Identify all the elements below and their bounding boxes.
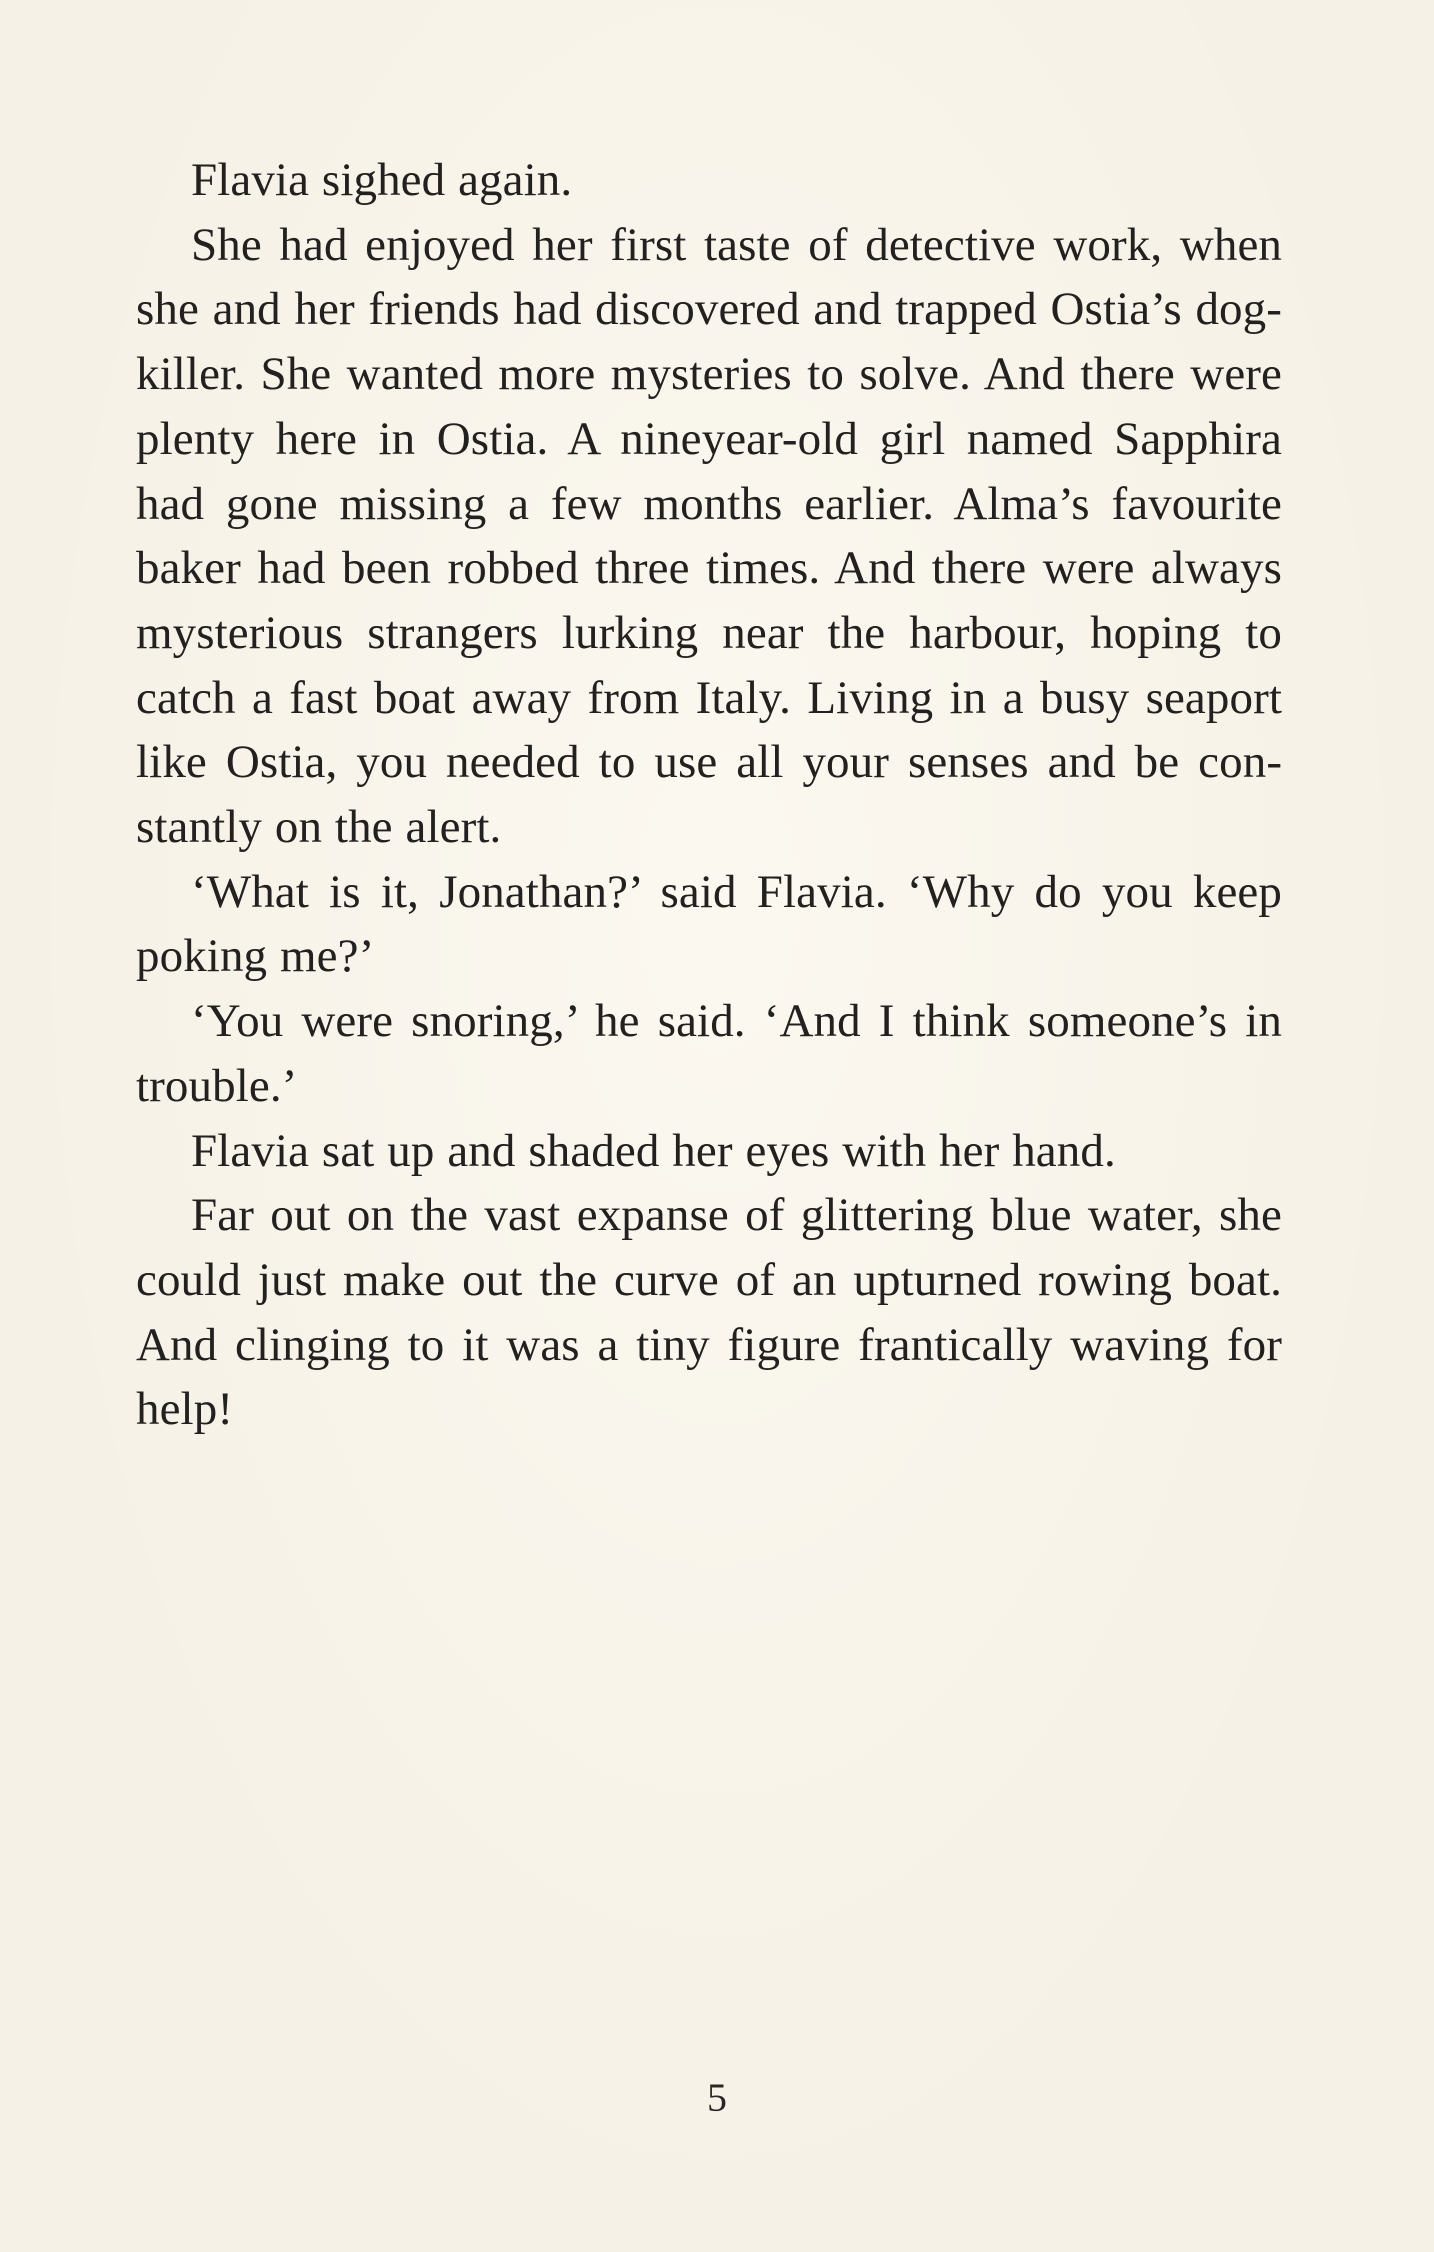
body-text — [136, 148, 1282, 1442]
paragraph-2: She had enjoyed her first taste of detective work, when she and her friends had discovered and trapped Ostia’s dog-killer. She wanted more mysteries to solve. And there were plenty here in Ostia. A nineyear-old girl named Sapphira had gone missing a few months earlier. Alma’s favourite baker had been robbed three times. And there were always mysterious strangers lurking near the harbour, hoping to catch a fast boat away from Italy. Living in a busy seaport like Ostia, you needed to use all your senses and be constantly on the alert. — [136, 218, 1282, 854]
paragraph-3: ‘What is it, Jonathan?’ said Flavia. ‘Why do you keep poking me?’ — [136, 865, 1282, 983]
paragraph-4: ‘You were snoring,’ he said. ‘And I think someone’s in trouble.’ — [136, 995, 1282, 1112]
paragraph-6: Far out on the vast expanse of glittering blue water, she could just make out the curve of an upturned rowing boat. And clinging to it was a tiny figure frantically waving for help! — [136, 1189, 1282, 1436]
paragraph-5: Flavia sat up and shaded her eyes with her hand. — [191, 1124, 1116, 1177]
page-number: 5 — [707, 2075, 727, 2120]
paragraph-1: Flavia sighed again. — [191, 154, 573, 206]
